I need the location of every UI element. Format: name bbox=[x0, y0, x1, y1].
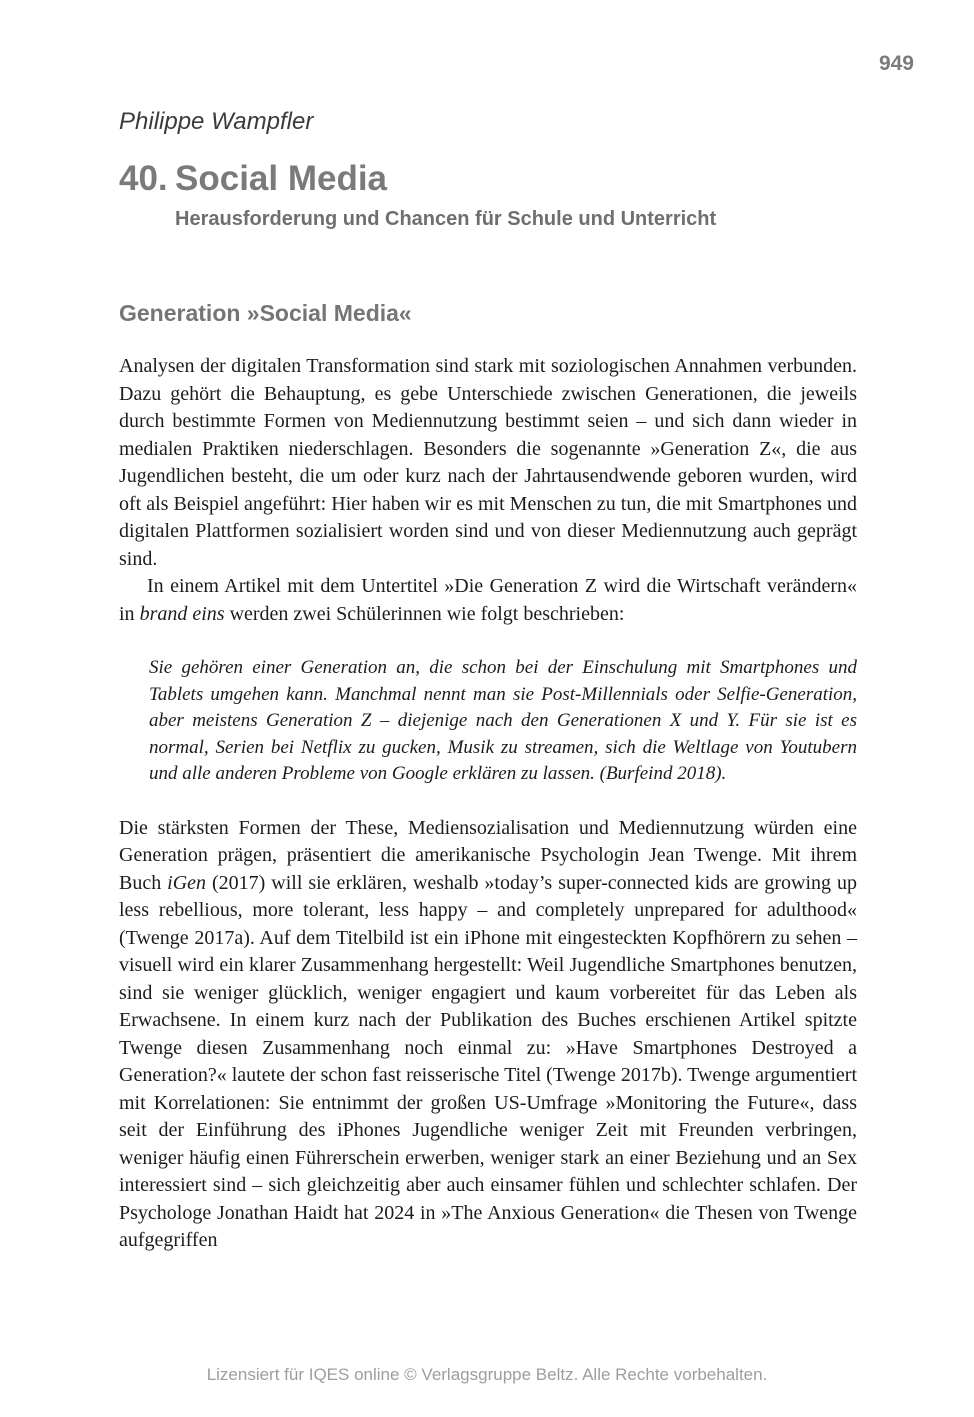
chapter-heading bbox=[119, 160, 387, 199]
text-segment: In einem Artikel mit dem Untertitel »Die Generation Z wird die Wirtschaft verändern« in bbox=[119, 575, 857, 625]
article-body bbox=[119, 353, 857, 1255]
text-segment: Sie gehören einer Generation an, die schon bei der Einschulung mit Smartphones und Tablets umgehen kann. Manchmal nennt man sie Post-Millennials oder Selfie-Generation, aber meistens Generation Z – diejenige nach den Generationen X und Y. Für sie ist es normal, Serien bei Netflix zu gucken, Musik zu streamen, sich die Weltlage von Youtubern und alle anderen Probleme von Google erklären zu lassen. (Burfeind 2018). bbox=[149, 657, 857, 784]
chapter-title: Social Media bbox=[175, 159, 388, 198]
section-heading: Generation »Social Media« bbox=[119, 300, 412, 326]
text-segment: Die stärksten Formen der These, Mediensozialisation und Mediennutzung würden eine Generation prägen, präsentiert die amerikanische Psychologin Jean Twenge. Mit ihrem Buch bbox=[119, 816, 857, 894]
paragraph bbox=[119, 353, 857, 573]
chapter-number: 40. bbox=[119, 159, 168, 198]
text-segment: (2017) will sie erklären, weshalb »today’s super-connected kids are growing up less rebellious, more tolerant, less happy – and completely unprepared for adulthood« (Twenge 2017a). Auf dem Titelbild ist ein iPhone mit eingesteckten Kopfhörern zu sehen – visuell wird ein klarer Zusammenhang hergestellt: Weil Jugendliche Smartphones benutzen, sind sie weniger glücklich, weniger engagiert und kaum vorbereitet für das Leben als Erwachsene. In einem kurz nach der Publikation des Buches erschienen Artikel spitzte Twenge diesen Zusammenhang noch einmal zu: »Have Smartphones Destroyed a Generation?« lautete der schon fast reisserische Titel (Twenge 2017b). Twenge argumentiert mit Korrelationen: Sie entnimmt der großen US-Umfrage »Monitoring the Future«, dass seit der Einführung des iPhones Jugendliche weniger Zeit mit Freunden verbringen, weniger häufig einen Führerschein erwerben, weniger stark an einer Beziehung und an Sex interessiert sind – sich gleichzeitig aber auch einsamer fühlen und schlechter schlafen. Der Psychologe Jonathan Haidt hat 2024 in »The Anxious Generation« die Thesen von Twenge aufgegriffen bbox=[119, 871, 858, 1251]
italic-text-segment: brand eins bbox=[139, 602, 225, 625]
text-segment: Analysen der digitalen Transformation sind stark mit soziologischen Annahmen verbunden. Dazu gehört die Behauptung, es gebe Unterschiede zwischen Generationen, die jeweils durch bestimmte Formen von Mediennutzung bestimmt seien – und sich dann wieder in medialen Praktiken niederschlagen. Besonders die sogenannte »Generation Z«, die aus Jugendlichen besteht, die um oder kurz nach der Jahrtausendwende geboren wurden, wird oft als Beispiel angeführt: Hier haben wir es mit Menschen zu tun, die mit Smartphones und digitalen Plattformen sozialisiert worden sind und von dieser Mediennutzung auch geprägt sind. bbox=[119, 355, 857, 570]
paragraph bbox=[119, 815, 857, 1255]
italic-text-segment: iGen bbox=[167, 871, 207, 894]
author-name: Philippe Wampfler bbox=[119, 108, 314, 135]
chapter-subtitle: Herausforderung und Chancen für Schule und Unterricht bbox=[175, 208, 717, 230]
text-segment: werden zwei Schülerinnen wie folgt beschrieben: bbox=[224, 602, 625, 625]
footer-license: Lizensiert für IQES online © Verlagsgruppe Beltz. Alle Rechte vorbehalten. bbox=[206, 1365, 768, 1384]
quote-block bbox=[149, 655, 857, 788]
paragraph bbox=[119, 573, 857, 628]
page-number: 949 bbox=[878, 52, 914, 75]
